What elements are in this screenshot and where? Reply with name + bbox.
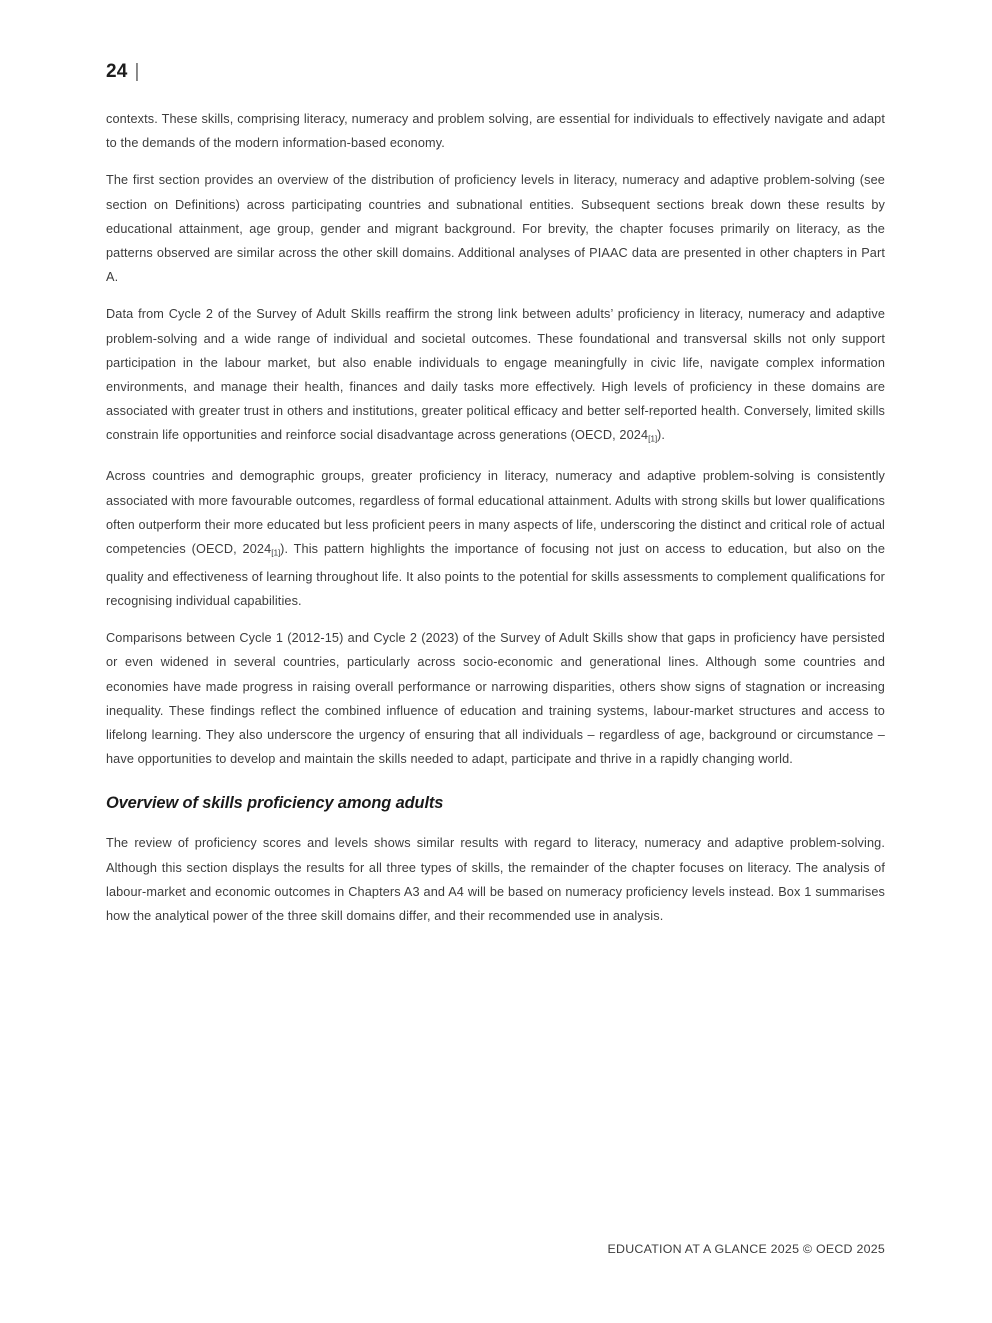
citation-reference-marker: [1] (271, 547, 281, 558)
page-number: 24 (106, 61, 128, 82)
running-header (106, 62, 139, 81)
body-text-column (106, 107, 885, 928)
paragraph-contexts: contexts. These skills, comprising literacy, numeracy and problem solving, are essential for individuals to effectively navigate and adapt to the demands of the modern information-based economy. (106, 112, 885, 151)
paragraph-overview-intro: The review of proficiency scores and levels shows similar results with regard to literacy, numeracy and adaptive problem-solving. Although this section displays the results for all three types of skills, the remainder of the chapter focuses on literacy. The analysis of labour-market and economic outcomes in Chapters A3 and A4 will be based on numeracy proficiency levels instead. Box 1 summarises how the analytical power of the three skill domains differ, and their recommended use in analysis. (106, 836, 885, 924)
paragraph-text-tail: ). This pattern highlights the importance of focusing not just on access to education, but also on the quality and effectiveness of learning throughout life. It also points to the potential for skills assessments to complement qualifications for recognising individual capabilities. (106, 541, 885, 609)
section-heading-overview: Overview of skills proficiency among adults (106, 794, 444, 813)
paragraph-text: Across countries and demographic groups, greater proficiency in literacy, numeracy and adaptive problem-solving is consistently associated with more favourable outcomes, regardless of formal educational attainment. Adults with strong skills but lower qualifications often outperform their more educated but less proficient peers in many aspects of life, underscoring the distinct and critical role of actual competencies (OECD, 2024 (106, 469, 885, 556)
paragraph-across-countries (106, 464, 885, 613)
paragraph-text: Data from Cycle 2 of the Survey of Adult Skills reaffirm the strong link between adults’ proficiency in literacy, numeracy and adaptive problem-solving and a wide range of individual and societal outcomes. These foundational and transversal skills not only support participation in the labour market, but also enable individuals to engage meaningfully in civic life, navigate complex information environments, and manage their health, finances and daily tasks more effectively. High levels of proficiency in these domains are associated with greater trust in others and institutions, greater political efficacy and better self-reported health. Conversely, limited skills constrain life opportunities and reinforce social disadvantage across generations (OECD, 2024 (106, 307, 885, 443)
citation-reference-marker: [1] (648, 434, 657, 445)
paragraph-comparisons: Comparisons between Cycle 1 (2012-15) and Cycle 2 (2023) of the Survey of Adult Skills show that gaps in proficiency have persisted or even widened in several countries, particularly across socio-economic and generational lines. Although some countries and economies have made progress in raising overall performance or narrowing disparities, others show signs of stagnation or increasing inequality. These findings reflect the combined influence of education and training systems, labour-market structures and access to lifelong learning. They also underscore the urgency of ensuring that all individuals – regardless of age, background or circumstance – have opportunities to develop and maintain the skills needed to adapt, participate and thrive in a rapidly changing world. (106, 631, 885, 767)
page-footer: EDUCATION AT A GLANCE 2025 © OECD 2025 (607, 1242, 885, 1256)
paragraph-text-tail: ). (656, 428, 665, 443)
paragraph-first-section: The first section provides an overview of the distribution of proficiency levels in literacy, numeracy and adaptive problem-solving (see section on Definitions) across participating countries and subnational entities. Subsequent sections break down these results by educational attainment, age group, gender and migrant background. For brevity, the chapter focuses primarily on literacy, as the patterns observed are similar across the other skill domains. Additional analyses of PIAAC data are presented in other chapters in Part A. (106, 173, 885, 285)
paragraph-cycle-2-data (106, 302, 885, 451)
header-separator: | (134, 61, 140, 82)
